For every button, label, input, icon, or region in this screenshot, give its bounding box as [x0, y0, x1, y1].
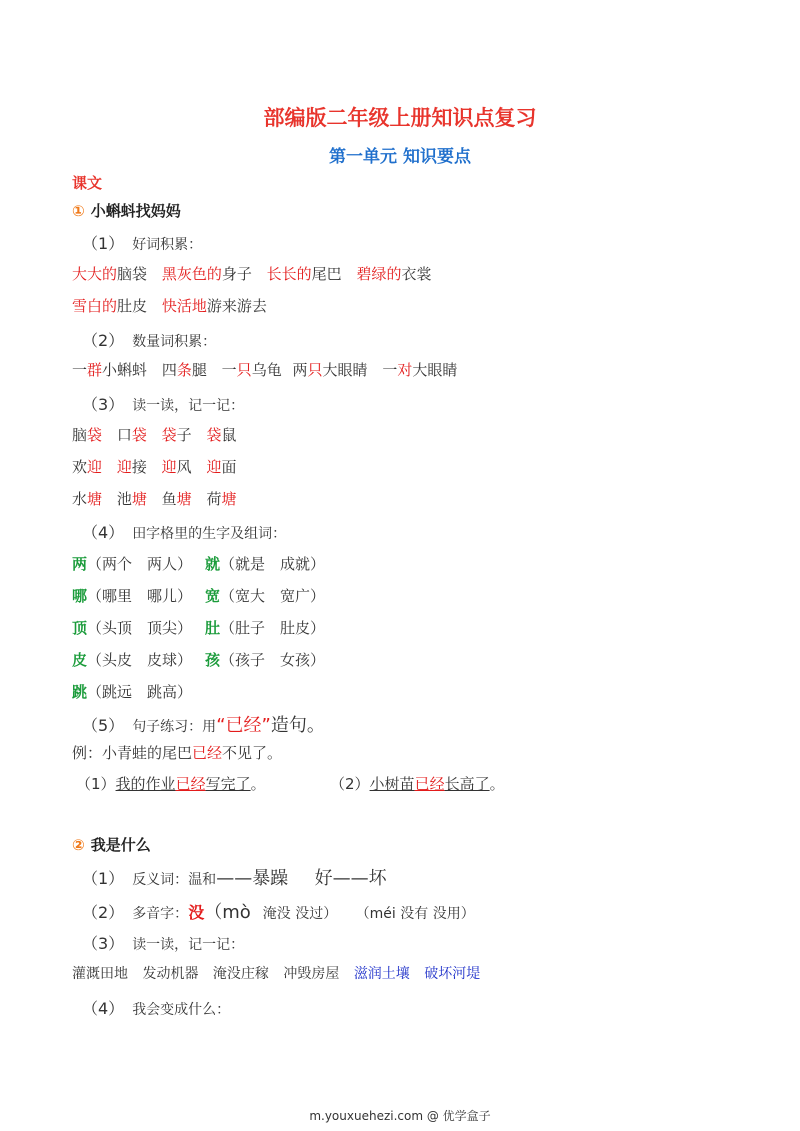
char-row-3b: 肚（肚子 肚皮） [205, 619, 326, 637]
measure-words-row: 一群小蝌蚪 四条腿 一只乌龟 两只大眼睛 一对大眼睛 [72, 361, 458, 379]
section-heading: 课文 [72, 174, 103, 192]
read-row-1: 脑袋 口袋 袋子 袋鼠 [72, 426, 237, 444]
char-row-1b: 就（就是 成就） [205, 555, 326, 573]
good-words-row-1: 大大的脑袋 黑灰色的身子 长长的尾巴 碧绿的衣裳 [72, 265, 432, 283]
char-row-2: 哪（哪里 哪儿） [72, 587, 193, 605]
char-row-5: 跳（跳远 跳高） [72, 683, 193, 701]
polyphone-line: （2） 多音字：没（mò 淹没 没过） （méi 没有 没用） [82, 902, 475, 923]
phrases-row: 灌溉田地 发动机器 淹没庄稼 冲毁房屋 滋润土壤 破坏河堤 [72, 966, 481, 982]
q1-label: （1） 好词积累： [82, 234, 203, 253]
lesson2-q4-label: （4） 我会变成什么： [82, 999, 231, 1018]
q5-label: （5） 句子练习：用“已经”造句。 [82, 715, 325, 736]
good-words-row-2: 雪白的肚皮 快活地游来游去 [72, 297, 267, 315]
lesson-2-name: 我是什么 [90, 836, 151, 854]
lesson-2-heading [72, 834, 151, 855]
char-row-4: 皮（头皮 皮球） [72, 651, 193, 669]
lesson-1-name: 小蝌蚪找妈妈 [90, 202, 181, 220]
char-row-2b: 宽（宽大 宽广） [205, 587, 326, 605]
answer-2: （2）小树苗已经长高了。 [330, 775, 505, 793]
char-row-1: 两（两个 两人） [72, 555, 193, 573]
page-title: 部编版二年级上册知识点复习 [263, 106, 537, 130]
q4-label: （4） 田字格里的生字及组词： [82, 523, 287, 542]
char-row-3: 顶（头顶 顶尖） [72, 619, 193, 637]
answer-1: （1）我的作业已经写完了。 [76, 775, 266, 793]
q3-label: （3） 读一读，记一记： [82, 395, 245, 414]
footer-watermark: m.youxuehezi.com @ 优学盒子 [309, 1109, 491, 1123]
q2-label: （2） 数量词积累： [82, 331, 217, 350]
read-row-2: 欢迎 迎接 迎风 迎面 [72, 458, 237, 476]
unit-subtitle: 第一单元 知识要点 [329, 147, 471, 167]
lesson-1-number: ① [72, 202, 85, 220]
lesson2-q3-label: （3） 读一读，记一记： [82, 934, 245, 953]
example-sentence: 例：小青蛙的尾巴已经不见了。 [72, 744, 283, 762]
antonym-line: （1） 反义词：温和——暴躁 好——坏 [82, 868, 387, 889]
read-row-3: 水塘 池塘 鱼塘 荷塘 [72, 490, 237, 508]
char-row-4b: 孩（孩子 女孩） [205, 651, 326, 669]
lesson-1-heading [72, 200, 181, 221]
lesson-2-number: ② [72, 836, 85, 854]
